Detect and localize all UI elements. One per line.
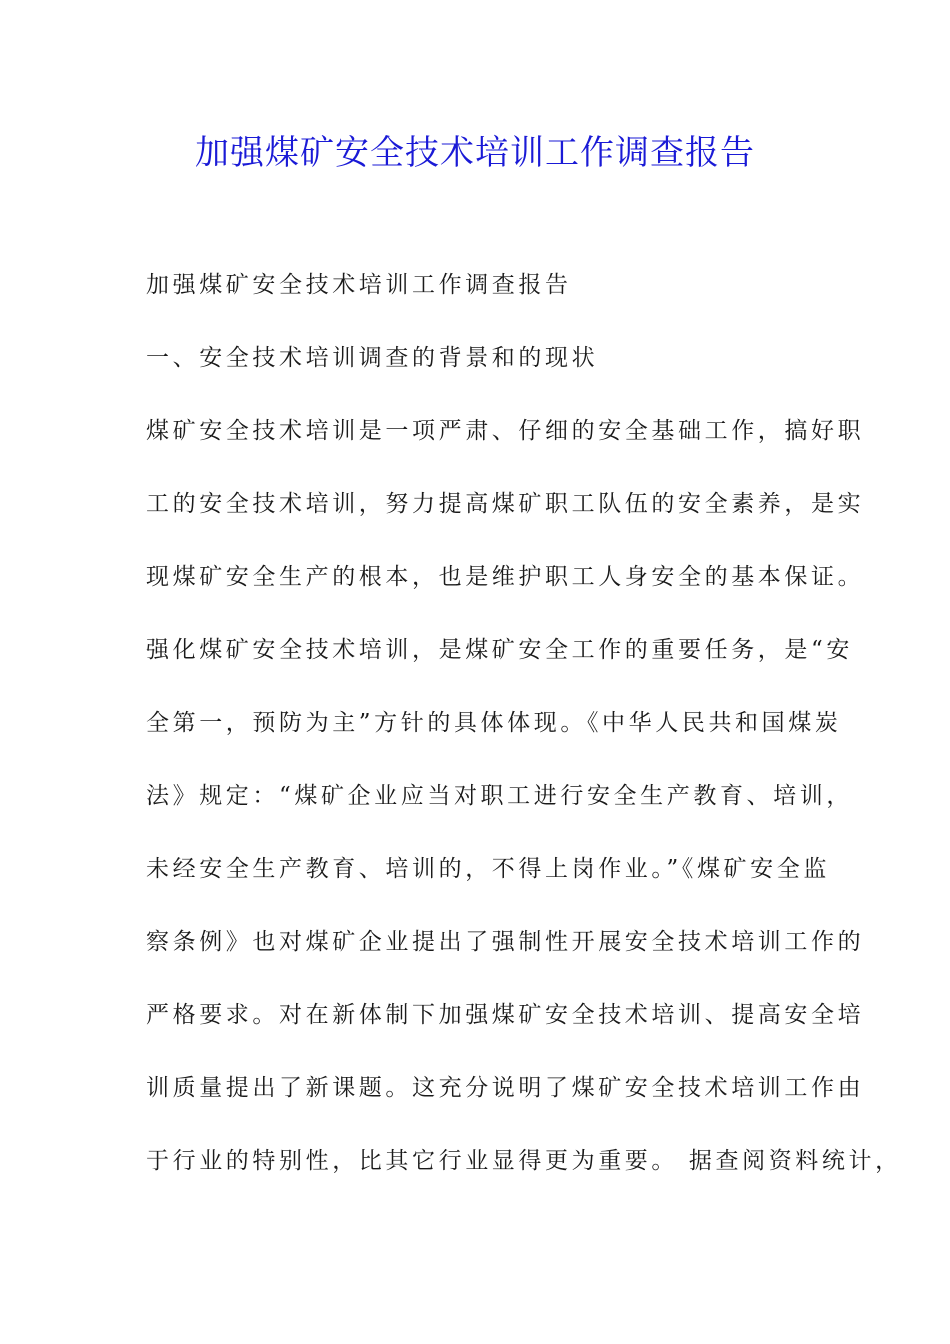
body-line: 察条例》也对煤矿企业提出了强制性开展安全技术培训工作的 <box>146 929 865 955</box>
body-line: 于行业的特别性，比其它行业显得更为重要。 据查阅资料统计， <box>146 1148 902 1174</box>
body-line: 加强煤矿安全技术培训工作调查报告 <box>146 272 572 298</box>
document-title: 加强煤矿安全技术培训工作调查报告 <box>195 133 755 173</box>
body-line: 法》规定：“煤矿企业应当对职工进行安全生产教育、培训， <box>146 783 853 809</box>
body-line: 未经安全生产教育、培训的，不得上岗作业。”《煤矿安全监 <box>146 856 830 882</box>
document-body <box>146 258 902 1207</box>
body-line: 强化煤矿安全技术培训，是煤矿安全工作的重要任务，是“安 <box>146 637 853 663</box>
body-line: 煤矿安全技术培训是一项严肃、仔细的安全基础工作，搞好职 <box>146 418 865 444</box>
body-line: 一、安全技术培训调查的背景和的现状 <box>146 345 599 371</box>
body-line: 工的安全技术培训，努力提高煤矿职工队伍的安全素养，是实 <box>146 491 865 517</box>
body-line: 现煤矿安全生产的根本，也是维护职工人身安全的基本保证。 <box>146 564 865 590</box>
body-line: 训质量提出了新课题。这充分说明了煤矿安全技术培训工作由 <box>146 1075 865 1101</box>
body-line: 严格要求。对在新体制下加强煤矿安全技术培训、提高安全培 <box>146 1002 865 1028</box>
body-line: 全第一，预防为主”方针的具体体现。《中华人民共和国煤炭 <box>146 710 842 736</box>
